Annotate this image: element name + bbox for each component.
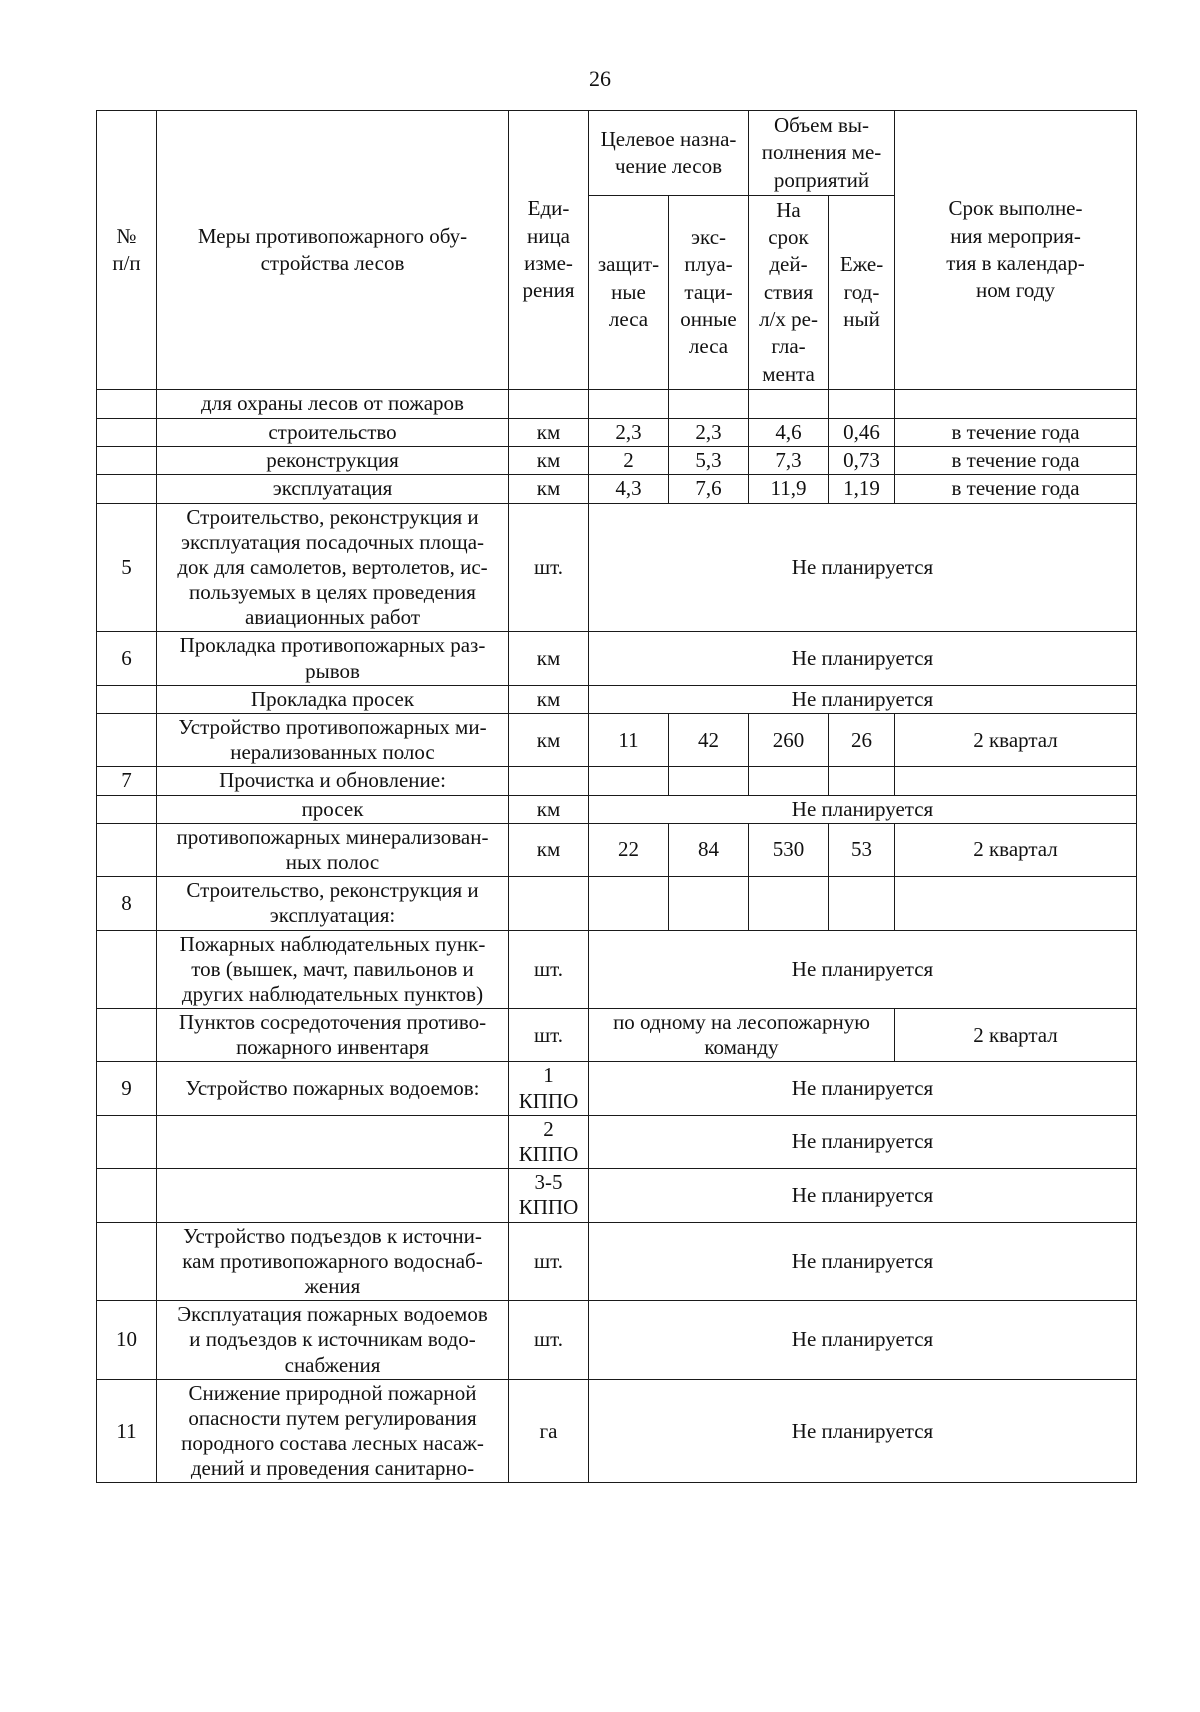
row-description: Устройство противопожарных ми- нерализованных полос [157,714,509,767]
row-term: 7,3 [749,447,829,475]
row-status: Не планируется [589,1301,1137,1380]
table-row [97,1062,1137,1115]
fire-measures-table [96,110,1137,1483]
row-status: Не планируется [589,1062,1137,1115]
row-deadline: 2 квартал [895,714,1137,767]
row-description: для охраны лесов от пожаров [157,389,509,418]
row-description: противопожарных минерализован- ных полос [157,823,509,876]
row-annual: 1,19 [829,475,895,503]
row-deadline: 2 квартал [895,823,1137,876]
row-term: 530 [749,823,829,876]
header-row-1 [97,111,1137,196]
header-annual: Еже- год- ный [829,195,895,389]
table-row [97,795,1137,823]
row-exploitation: 84 [669,823,749,876]
row-description: Устройство подъездов к источни- кам противопожарного водоснаб- жения [157,1222,509,1301]
row-protective: 2 [589,447,669,475]
row-description: Прочистка и обновление: [157,767,509,795]
table-row [97,1379,1137,1483]
table-row [97,1222,1137,1301]
row-status: по одному на лесопожарную команду [589,1009,895,1062]
row-exploitation: 42 [669,714,749,767]
row-status: Не планируется [589,795,1137,823]
row-unit: 2 КППО [509,1115,589,1168]
header-purpose: Целевое назна- чение лесов [589,111,749,196]
row-status: Не планируется [589,930,1137,1009]
row-exploitation: 7,6 [669,475,749,503]
row-unit: км [509,475,589,503]
row-unit: 3-5 КППО [509,1169,589,1222]
row-exploitation: 5,3 [669,447,749,475]
table-row [97,1169,1137,1222]
row-annual: 26 [829,714,895,767]
row-unit: га [509,1379,589,1483]
table-row [97,1115,1137,1168]
table-row [97,632,1137,685]
row-description: Пунктов сосредоточения противо- пожарного инвентаря [157,1009,509,1062]
row-unit: км [509,447,589,475]
row-number: 5 [97,503,157,632]
header-volume: Объем вы- полнения ме- роприятий [749,111,895,196]
row-status: Не планируется [589,503,1137,632]
table-row [97,685,1137,713]
table-row [97,714,1137,767]
row-number: 6 [97,632,157,685]
row-protective: 22 [589,823,669,876]
row-protective: 4,3 [589,475,669,503]
row-description: Пожарных наблюдательных пунк- тов (вышек, мачт, павильонов и других наблюдательных пунктов) [157,930,509,1009]
row-description: строительство [157,418,509,446]
table-row [97,767,1137,795]
row-description: Устройство пожарных водоемов: [157,1062,509,1115]
header-measures: Меры противопожарного обу- стройства лесов [157,111,509,390]
row-protective: 11 [589,714,669,767]
table-row [97,475,1137,503]
row-number: 7 [97,767,157,795]
row-status: Не планируется [589,685,1137,713]
row-unit: км [509,795,589,823]
row-status: Не планируется [589,1115,1137,1168]
row-annual: 0,46 [829,418,895,446]
row-term: 11,9 [749,475,829,503]
table-row [97,503,1137,632]
row-unit: шт. [509,930,589,1009]
row-unit: шт. [509,1222,589,1301]
row-number: 9 [97,1062,157,1115]
table-row [97,418,1137,446]
row-description: Строительство, реконструкция и эксплуатация: [157,877,509,930]
header-term: На срок дей- ствия л/х ре- гла- мента [749,195,829,389]
row-unit: км [509,418,589,446]
row-status: Не планируется [589,632,1137,685]
row-annual: 0,73 [829,447,895,475]
table-row [97,823,1137,876]
row-status: Не планируется [589,1169,1137,1222]
table-row [97,1009,1137,1062]
table-row [97,930,1137,1009]
row-annual: 53 [829,823,895,876]
row-deadline: в течение года [895,447,1137,475]
row-unit: 1 КППО [509,1062,589,1115]
row-unit: км [509,632,589,685]
row-description: просек [157,795,509,823]
row-unit: км [509,685,589,713]
header-unit: Еди- ница изме- рения [509,111,589,390]
row-description: Прокладка противопожарных раз- рывов [157,632,509,685]
header-protective: защит- ные леса [589,195,669,389]
row-unit: шт. [509,1301,589,1380]
row-number: 8 [97,877,157,930]
row-unit: шт. [509,503,589,632]
header-deadline: Срок выполне- ния мероприя- тия в календар- ном году [895,111,1137,390]
row-term: 260 [749,714,829,767]
row-number: 10 [97,1301,157,1380]
row-unit: км [509,714,589,767]
row-term: 4,6 [749,418,829,446]
row-description: Прокладка просек [157,685,509,713]
header-num: № п/п [97,111,157,390]
row-unit: шт. [509,1009,589,1062]
row-deadline: в течение года [895,418,1137,446]
header-exploitation: экс- плуа- таци- онные леса [669,195,749,389]
table-row [97,447,1137,475]
table-row [97,877,1137,930]
row-deadline: в течение года [895,475,1137,503]
row-status: Не планируется [589,1379,1137,1483]
row-deadline: 2 квартал [895,1009,1137,1062]
table-row [97,1301,1137,1380]
table-row [97,389,1137,418]
row-description: реконструкция [157,447,509,475]
row-unit: км [509,823,589,876]
row-status: Не планируется [589,1222,1137,1301]
row-number: 11 [97,1379,157,1483]
row-description: Эксплуатация пожарных водоемов и подъездов к источникам водо- снабжения [157,1301,509,1380]
page-number: 26 [589,66,611,91]
row-description: Строительство, реконструкция и эксплуатация посадочных площа- док для самолетов, вертолетов, ис- пользуемых в целях проведения авиационных работ [157,503,509,632]
row-description: Снижение природной пожарной опасности путем регулирования породного состава лесных насаж- дений и проведения санитарно- [157,1379,509,1483]
row-protective: 2,3 [589,418,669,446]
row-exploitation: 2,3 [669,418,749,446]
row-description: эксплуатация [157,475,509,503]
